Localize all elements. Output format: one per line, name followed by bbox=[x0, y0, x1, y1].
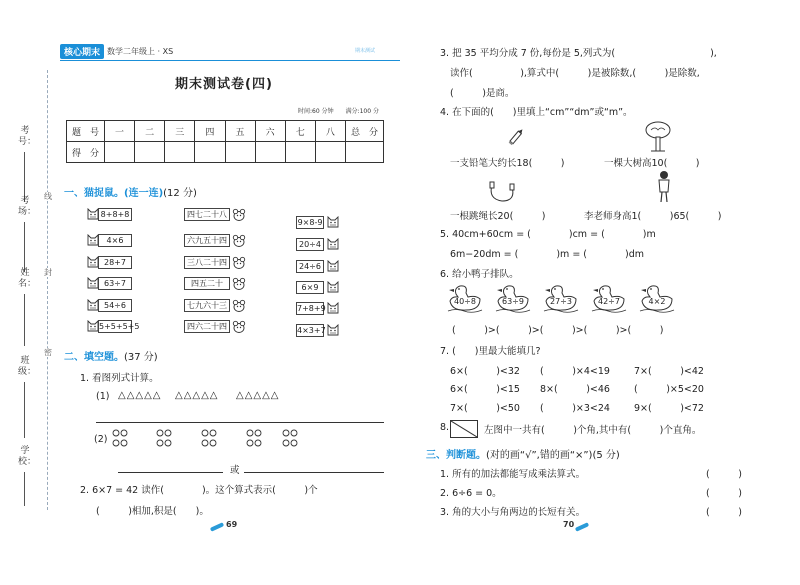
cat-card[interactable]: 8+8+8 bbox=[98, 208, 132, 221]
exam-number-label: 考号： bbox=[18, 126, 37, 147]
score-cell: 三 bbox=[165, 121, 195, 142]
score-entry[interactable] bbox=[135, 142, 165, 163]
q5-line1: 5. 40cm+60cm = ( )cm = ( )m bbox=[440, 229, 656, 240]
q3-line3: ( )是商。 bbox=[450, 88, 515, 99]
score-table-score-row bbox=[67, 142, 384, 163]
q5-line2: 6m−20dm = ( )m = ( )dm bbox=[450, 249, 644, 260]
q7-text: 7. ( )里最大能填几? bbox=[440, 346, 541, 357]
multiplication-rhyme-card[interactable]: 四五二十 bbox=[184, 277, 230, 290]
judge-answer-2[interactable]: ( ) bbox=[706, 488, 742, 499]
section2-title: 二、填空题。 bbox=[64, 352, 124, 363]
mouse-icon bbox=[232, 277, 246, 291]
brand-logo: 核心期末 bbox=[60, 44, 104, 59]
q1-text: 1. 看图列式计算。 bbox=[80, 373, 159, 384]
brand-header bbox=[60, 44, 173, 58]
score-entry[interactable] bbox=[346, 142, 384, 163]
q3-line2: 读作( ),算式中( )是被除数,( )是除数, bbox=[450, 68, 700, 79]
cat-expression-card[interactable]: 6×9 bbox=[296, 281, 324, 294]
section2-points: (37 分) bbox=[124, 352, 158, 363]
triangle-group-1: △△△△△ bbox=[118, 390, 162, 401]
teacher-icon bbox=[655, 170, 673, 204]
q4-text: 4. 在下面的( )里填上“cm”“dm”或“m”。 bbox=[440, 107, 633, 118]
section1-heading bbox=[64, 184, 197, 199]
score-cell: 二 bbox=[135, 121, 165, 142]
cat-icon bbox=[326, 260, 340, 274]
multiplication-rhyme-card[interactable]: 三八二十四 bbox=[184, 256, 230, 269]
triangle-group-2: △△△△△ bbox=[175, 390, 219, 401]
name-line bbox=[24, 294, 25, 346]
section1-title: 一、猫捉鼠。(连一连) bbox=[64, 188, 164, 199]
mouse-icon bbox=[232, 256, 246, 270]
score-cell: 总 分 bbox=[346, 121, 384, 142]
cat-card[interactable]: 4×6 bbox=[98, 234, 132, 247]
q7-r1c3: 7×( )<42 bbox=[634, 366, 704, 377]
name-label: 姓名： bbox=[18, 268, 37, 289]
q2-line2: ( )相加,积是( )。 bbox=[96, 506, 209, 517]
judge-answer-3[interactable]: ( ) bbox=[706, 507, 742, 518]
or-label: 或 bbox=[230, 465, 240, 476]
cat-icon bbox=[326, 324, 340, 338]
q6-order: ( )>( )>( )>( )>( ) bbox=[452, 325, 664, 336]
page-title: 期末测试卷(四) bbox=[175, 77, 273, 92]
answer-line bbox=[96, 422, 384, 423]
q4-a: 一支铅笔大约长18( ) bbox=[450, 158, 565, 169]
triangle-group-3: △△△△△ bbox=[236, 390, 280, 401]
q1-1-label: (1) bbox=[96, 391, 110, 402]
q4-b: 一棵大树高10( ) bbox=[604, 158, 700, 169]
school-label: 学校： bbox=[18, 446, 37, 467]
duck-expression: 4×2 bbox=[648, 297, 666, 306]
q3-line1: 3. 把 35 平均分成 7 份,每份是 5,列式为( ), bbox=[440, 48, 717, 59]
score-cell: 六 bbox=[255, 121, 285, 142]
score-entry[interactable] bbox=[255, 142, 285, 163]
score-table-header-row bbox=[67, 121, 384, 142]
binding-mark-seal: 封 bbox=[44, 268, 52, 277]
duck-expression: 40÷8 bbox=[454, 297, 476, 306]
tree-icon bbox=[643, 120, 673, 154]
duck-expression: 27÷3 bbox=[550, 297, 572, 306]
cat-card[interactable]: 54÷6 bbox=[98, 299, 132, 312]
q7-r2c1: 6×( )<15 bbox=[450, 384, 520, 395]
mouse-icon bbox=[232, 299, 246, 313]
exam-room-line bbox=[24, 222, 25, 272]
q6-text: 6. 给小鸭子排队。 bbox=[440, 269, 519, 280]
score-entry[interactable] bbox=[105, 142, 135, 163]
school-line bbox=[24, 472, 25, 506]
section2-heading bbox=[64, 348, 158, 363]
mouse-icon bbox=[232, 208, 246, 222]
cat-icon bbox=[326, 216, 340, 230]
score-cell: 一 bbox=[105, 121, 135, 142]
header-rule bbox=[60, 60, 400, 61]
section3-title: 三、判断题。 bbox=[426, 450, 486, 461]
q7-r1c1: 6×( )<32 bbox=[450, 366, 520, 377]
page-number-right: 70 bbox=[563, 520, 575, 529]
score-cell: 七 bbox=[285, 121, 315, 142]
diagonal-line bbox=[451, 421, 477, 437]
q7-r2c2: 8×( )<46 bbox=[540, 384, 610, 395]
exam-number-line bbox=[24, 152, 25, 202]
multiplication-rhyme-card[interactable]: 六九五十四 bbox=[184, 234, 230, 247]
jump-rope-icon bbox=[486, 181, 520, 205]
score-row-label: 得 分 bbox=[67, 142, 105, 163]
score-entry[interactable] bbox=[165, 142, 195, 163]
score-entry[interactable] bbox=[285, 142, 315, 163]
q2-line1: 2. 6×7 = 42 读作( )。这个算式表示( )个 bbox=[80, 485, 318, 496]
q7-r3c3: 9×( )<72 bbox=[634, 403, 704, 414]
duck-expression: 63÷9 bbox=[502, 297, 524, 306]
q7-r3c2: ( )×3<24 bbox=[540, 403, 610, 414]
score-cell: 四 bbox=[195, 121, 225, 142]
cat-expression-card[interactable]: 24÷6 bbox=[296, 260, 324, 273]
time-score-info: 时间:60 分钟 满分:100 分 bbox=[298, 108, 379, 115]
judge-item-2: 2. 6÷6 = 0。 bbox=[440, 488, 502, 499]
multiplication-rhyme-card[interactable]: 七九六十三 bbox=[184, 299, 230, 312]
binding-mark-secret: 密 bbox=[44, 348, 52, 357]
judge-item-1: 1. 所有的加法都能写成乘法算式。 bbox=[440, 469, 586, 480]
score-table bbox=[66, 120, 384, 163]
score-entry[interactable] bbox=[225, 142, 255, 163]
cat-card[interactable]: 28+7 bbox=[98, 256, 132, 269]
class-line bbox=[24, 382, 25, 438]
section3-heading bbox=[426, 446, 620, 461]
score-entry[interactable] bbox=[195, 142, 225, 163]
multiplication-rhyme-card[interactable]: 四六二十四 bbox=[184, 320, 230, 333]
multiplication-rhyme-card[interactable]: 四七二十八 bbox=[184, 208, 230, 221]
binding-dashed-line bbox=[47, 70, 48, 510]
q8-label: 8. bbox=[440, 422, 450, 433]
mouse-icon bbox=[232, 234, 246, 248]
q1-2-label: (2) bbox=[94, 434, 108, 445]
binding-mark-line: 线 bbox=[44, 192, 52, 201]
cat-card[interactable]: 63÷7 bbox=[98, 277, 132, 290]
answer-line bbox=[118, 472, 223, 473]
section3-sub: (对的画“√”,错的画“×”)(5 分) bbox=[486, 450, 620, 461]
score-cell: 题 号 bbox=[67, 121, 105, 142]
score-entry[interactable] bbox=[315, 142, 345, 163]
class-label: 班级： bbox=[18, 356, 37, 377]
brand-subtitle: 数学二年级上 · XS bbox=[107, 46, 174, 56]
rectangle-diagonal-figure bbox=[450, 420, 478, 438]
q7-r1c2: ( )×4<19 bbox=[540, 366, 610, 377]
judge-answer-1[interactable]: ( ) bbox=[706, 469, 742, 480]
cat-expression-card[interactable]: 7+8+9 bbox=[297, 304, 326, 313]
judge-item-3: 3. 角的大小与角两边的长短有关。 bbox=[440, 507, 586, 518]
q4-d: 李老师身高1( )65( ) bbox=[584, 211, 722, 222]
q4-c: 一根跳绳长20( ) bbox=[450, 211, 546, 222]
cat-expression-card[interactable]: 4×3+7 bbox=[297, 326, 326, 335]
mouse-icon bbox=[232, 320, 246, 334]
circle-group bbox=[113, 430, 297, 446]
cat-icon bbox=[326, 302, 340, 316]
score-cell: 八 bbox=[315, 121, 345, 142]
page-number-decoration bbox=[210, 522, 224, 532]
cat-expression-card[interactable]: 20÷4 bbox=[296, 238, 324, 251]
cat-icon bbox=[326, 238, 340, 252]
exam-room-label: 考场： bbox=[18, 196, 37, 217]
page-number-decoration bbox=[575, 522, 589, 532]
circle-groups bbox=[110, 428, 300, 450]
answer-line bbox=[244, 472, 384, 473]
score-cell: 五 bbox=[225, 121, 255, 142]
cat-expression-card[interactable]: 9×8-9 bbox=[297, 218, 323, 227]
pencil-icon bbox=[505, 126, 527, 148]
page-number-left: 69 bbox=[226, 520, 238, 529]
header-right-mark: 期末测试 bbox=[355, 48, 376, 54]
cat-card[interactable]: 5+5+5+5 bbox=[99, 322, 140, 331]
duck-expression: 42÷7 bbox=[598, 297, 620, 306]
q8-text: 左图中一共有( )个角,其中有( )个直角。 bbox=[484, 425, 702, 436]
q7-r2c3: ( )×5<20 bbox=[634, 384, 704, 395]
section1-points: (12 分) bbox=[163, 188, 197, 199]
cat-icon bbox=[326, 281, 340, 295]
q7-r3c1: 7×( )<50 bbox=[450, 403, 520, 414]
